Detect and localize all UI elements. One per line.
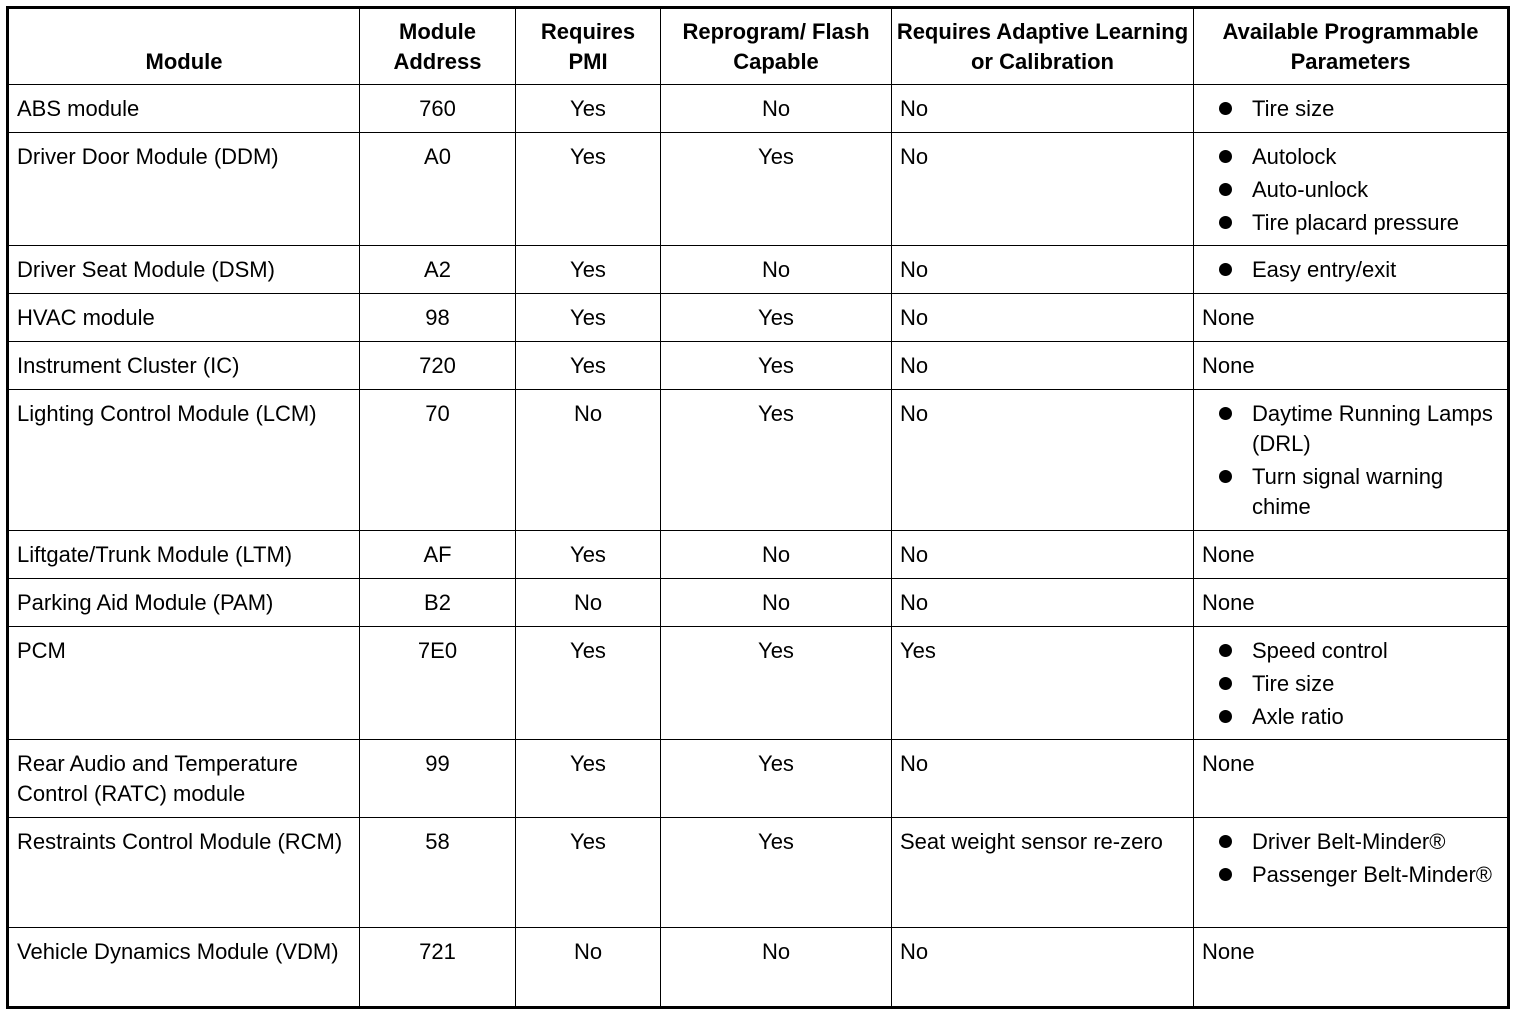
flash-capable-cell: Yes (661, 342, 892, 390)
parameter-text: Speed control (1252, 638, 1388, 663)
header-programmable-parameters: Available Programmable Parameters (1194, 8, 1509, 85)
requires-pmi-cell: Yes (516, 531, 661, 579)
flash-capable-cell: Yes (661, 390, 892, 531)
parameters-cell (1194, 390, 1509, 531)
parameter-text: Tire placard pressure (1252, 210, 1460, 235)
parameter-item (1202, 175, 1499, 205)
bullet-icon (1219, 263, 1232, 276)
parameters-cell: None (1194, 740, 1509, 818)
requires-pmi-cell: Yes (516, 246, 661, 294)
table-row (8, 294, 1509, 342)
requires-pmi-cell: Yes (516, 740, 661, 818)
parameter-item (1202, 255, 1499, 285)
flash-capable-cell: No (661, 531, 892, 579)
bullet-icon (1219, 677, 1232, 690)
parameter-list (1202, 399, 1499, 522)
parameter-item (1202, 669, 1499, 699)
parameters-cell: None (1194, 928, 1509, 1008)
parameters-cell: None (1194, 342, 1509, 390)
address-cell: B2 (360, 579, 516, 627)
adaptive-learning-cell: No (892, 740, 1194, 818)
adaptive-learning-cell: Seat weight sensor re-zero (892, 818, 1194, 928)
table-row (8, 531, 1509, 579)
address-cell: 99 (360, 740, 516, 818)
flash-capable-cell: No (661, 246, 892, 294)
parameter-item (1202, 208, 1499, 238)
header-module: Module (8, 8, 360, 85)
module-cell: Lighting Control Module (LCM) (8, 390, 360, 531)
address-cell: 7E0 (360, 627, 516, 740)
bullet-icon (1219, 710, 1232, 723)
parameter-item (1202, 462, 1499, 522)
adaptive-learning-cell: No (892, 85, 1194, 133)
bullet-icon (1219, 868, 1232, 881)
table-row (8, 133, 1509, 246)
parameter-text: Tire size (1252, 96, 1335, 121)
parameter-text: Autolock (1252, 144, 1337, 169)
requires-pmi-cell: Yes (516, 133, 661, 246)
parameters-cell (1194, 818, 1509, 928)
requires-pmi-cell: Yes (516, 294, 661, 342)
address-cell: A2 (360, 246, 516, 294)
address-cell: 720 (360, 342, 516, 390)
parameter-list (1202, 827, 1499, 890)
bullet-icon (1219, 407, 1232, 420)
table-row (8, 740, 1509, 818)
table-row (8, 246, 1509, 294)
flash-capable-cell: Yes (661, 294, 892, 342)
flash-capable-cell: No (661, 85, 892, 133)
bullet-icon (1219, 470, 1232, 483)
adaptive-learning-cell: No (892, 133, 1194, 246)
address-cell: 98 (360, 294, 516, 342)
header-row (8, 8, 1509, 85)
parameter-item (1202, 860, 1499, 890)
address-cell: 721 (360, 928, 516, 1008)
parameter-item (1202, 142, 1499, 172)
header-requires-pmi: Requires PMI (516, 8, 661, 85)
parameter-text: Driver Belt-Minder® (1252, 829, 1446, 854)
module-table (6, 6, 1510, 1009)
bullet-icon (1219, 102, 1232, 115)
adaptive-learning-cell: No (892, 294, 1194, 342)
flash-capable-cell: Yes (661, 818, 892, 928)
address-cell: 760 (360, 85, 516, 133)
address-cell: A0 (360, 133, 516, 246)
bullet-icon (1219, 216, 1232, 229)
parameter-text: Tire size (1252, 671, 1335, 696)
requires-pmi-cell: No (516, 928, 661, 1008)
module-cell: Vehicle Dynamics Module (VDM) (8, 928, 360, 1008)
parameter-item (1202, 827, 1499, 857)
parameters-cell: None (1194, 531, 1509, 579)
requires-pmi-cell: No (516, 579, 661, 627)
requires-pmi-cell: Yes (516, 342, 661, 390)
flash-capable-cell: No (661, 579, 892, 627)
module-cell: Restraints Control Module (RCM) (8, 818, 360, 928)
parameter-text: Turn signal warning chime (1252, 464, 1444, 519)
parameter-item (1202, 94, 1499, 124)
requires-pmi-cell: Yes (516, 85, 661, 133)
bullet-icon (1219, 183, 1232, 196)
parameter-list (1202, 94, 1499, 124)
adaptive-learning-cell: No (892, 342, 1194, 390)
parameter-text: Easy entry/exit (1252, 257, 1397, 282)
requires-pmi-cell: Yes (516, 627, 661, 740)
flash-capable-cell: No (661, 928, 892, 1008)
module-cell: Driver Door Module (DDM) (8, 133, 360, 246)
module-cell: PCM (8, 627, 360, 740)
adaptive-learning-cell: No (892, 579, 1194, 627)
parameter-text: Passenger Belt-Minder® (1252, 862, 1492, 887)
table-row (8, 818, 1509, 928)
bullet-icon (1219, 835, 1232, 848)
flash-capable-cell: Yes (661, 133, 892, 246)
module-cell: Instrument Cluster (IC) (8, 342, 360, 390)
parameter-item (1202, 702, 1499, 732)
adaptive-learning-cell: No (892, 246, 1194, 294)
parameters-cell (1194, 133, 1509, 246)
table-row (8, 579, 1509, 627)
module-cell: Driver Seat Module (DSM) (8, 246, 360, 294)
address-cell: 70 (360, 390, 516, 531)
parameter-list (1202, 142, 1499, 238)
table-row (8, 85, 1509, 133)
parameters-cell (1194, 246, 1509, 294)
parameter-text: Daytime Running Lamps (DRL) (1252, 401, 1493, 456)
parameter-text: Auto-unlock (1252, 177, 1369, 202)
parameters-cell (1194, 627, 1509, 740)
requires-pmi-cell: No (516, 390, 661, 531)
parameter-text: Axle ratio (1252, 704, 1344, 729)
module-cell: Rear Audio and Temperature Control (RATC) module (8, 740, 360, 818)
module-cell: Liftgate/Trunk Module (LTM) (8, 531, 360, 579)
header-module-address: Module Address (360, 8, 516, 85)
requires-pmi-cell: Yes (516, 818, 661, 928)
flash-capable-cell: Yes (661, 627, 892, 740)
address-cell: 58 (360, 818, 516, 928)
adaptive-learning-cell: No (892, 928, 1194, 1008)
address-cell: AF (360, 531, 516, 579)
module-cell: ABS module (8, 85, 360, 133)
adaptive-learning-cell: No (892, 531, 1194, 579)
module-cell: HVAC module (8, 294, 360, 342)
adaptive-learning-cell: No (892, 390, 1194, 531)
parameters-cell: None (1194, 294, 1509, 342)
parameter-list (1202, 255, 1499, 285)
parameters-cell: None (1194, 579, 1509, 627)
bullet-icon (1219, 150, 1232, 163)
table-row (8, 390, 1509, 531)
table-row (8, 342, 1509, 390)
module-cell: Parking Aid Module (PAM) (8, 579, 360, 627)
adaptive-learning-cell: Yes (892, 627, 1194, 740)
parameters-cell (1194, 85, 1509, 133)
header-adaptive-learning: Requires Adaptive Learning or Calibration (892, 8, 1194, 85)
parameter-item (1202, 399, 1499, 459)
parameter-list (1202, 636, 1499, 732)
table-row (8, 928, 1509, 1008)
header-reprogram-flash: Reprogram/ Flash Capable (661, 8, 892, 85)
bullet-icon (1219, 644, 1232, 657)
flash-capable-cell: Yes (661, 740, 892, 818)
table-row (8, 627, 1509, 740)
parameter-item (1202, 636, 1499, 666)
